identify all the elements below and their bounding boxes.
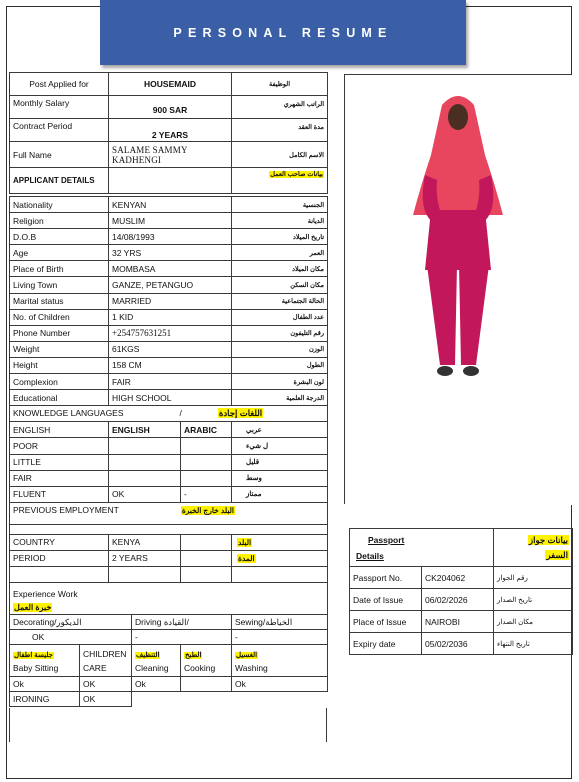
- languages-label-text: KNOWLEDGE LANGUAGES: [13, 408, 124, 419]
- detail-ar: رقم التليفون: [232, 325, 328, 341]
- detail-ar: تاريخ الميلاد: [232, 229, 328, 245]
- detail-ar: مكان السكن: [232, 277, 328, 293]
- passport-row: [350, 567, 573, 589]
- passport-title: [350, 529, 494, 567]
- cooking-value: [181, 677, 232, 692]
- country-ar-text: البلد: [238, 537, 252, 547]
- baby-ar: جليسة اطفال: [14, 651, 53, 659]
- passport-title-bottom: Details: [356, 550, 384, 561]
- language-arabic: [181, 438, 232, 454]
- detail-row: [10, 245, 328, 261]
- experience-label-text: Experience Work: [13, 589, 78, 600]
- skills-row-1: [10, 615, 328, 630]
- period-value: 2 YEARS: [109, 550, 181, 566]
- detail-label: D.O.B: [10, 229, 109, 245]
- decorating-label: Decorating/الديكور: [10, 615, 132, 630]
- detail-value: MARRIED: [109, 293, 232, 309]
- sewing-value: -: [232, 630, 328, 645]
- passport-header-row: [350, 529, 573, 567]
- detail-row: [10, 357, 328, 373]
- driving-ar: القيادة/: [163, 616, 189, 627]
- cleaning-label: [132, 645, 181, 677]
- detail-label: Age: [10, 245, 109, 261]
- passport-ar: مكان الصدار: [494, 611, 573, 633]
- children-label: [80, 645, 132, 677]
- country-blank: [181, 534, 232, 550]
- salary-label: Monthly Salary: [10, 96, 109, 119]
- language-english: ENGLISH: [109, 422, 181, 438]
- detail-value: +254757631251: [109, 325, 232, 341]
- washing-label: [232, 645, 328, 677]
- detail-ar: الجنسية: [232, 197, 328, 213]
- previous-employment-ar: البلد خارج الخبرة: [181, 505, 234, 515]
- salary-row: [10, 96, 328, 119]
- header-table: [9, 72, 328, 194]
- detail-value: 158 CM: [109, 357, 232, 373]
- languages-header-row: [10, 406, 328, 422]
- detail-label: No. of Children: [10, 309, 109, 325]
- employment-blank-cell: [181, 566, 232, 582]
- language-row: [10, 454, 328, 470]
- language-english: [109, 454, 181, 470]
- passport-label: Expiry date: [350, 633, 422, 655]
- washing-value: Ok: [232, 677, 328, 692]
- employment-gap-row: [10, 524, 328, 534]
- fullname-row: [10, 142, 328, 168]
- passport-title-ar-top: بيانات جواز: [529, 534, 568, 545]
- period-ar-text: المدة: [238, 553, 255, 563]
- passport-table: [349, 528, 573, 655]
- employment-blank-cell: [10, 566, 109, 582]
- detail-ar: الوزن: [232, 341, 328, 357]
- detail-row: [10, 341, 328, 357]
- passport-value: 06/02/2026: [422, 589, 494, 611]
- fullname-label: Full Name: [10, 142, 109, 168]
- applicant-details-ar: [232, 168, 328, 194]
- fullname-ar: الاسم الكامل: [232, 142, 328, 168]
- detail-row: [10, 261, 328, 277]
- language-level: LITTLE: [10, 454, 109, 470]
- detail-ar: الحالة الجتماعية: [232, 293, 328, 309]
- passport-ar: تاريخ الصدار: [494, 589, 573, 611]
- detail-value: MUSLIM: [109, 213, 232, 229]
- passport-title-ar: [494, 529, 573, 567]
- left-section-border-right: [326, 708, 327, 742]
- post-label: Post Applied for: [10, 73, 109, 96]
- passport-ar: رقم الجواز: [494, 567, 573, 589]
- detail-value: 1 KID: [109, 309, 232, 325]
- detail-ar: الديانة: [232, 213, 328, 229]
- languages-slash: /: [179, 408, 182, 419]
- detail-row: [10, 277, 328, 293]
- employment-blank-row: [10, 566, 328, 582]
- detail-row: [10, 390, 328, 406]
- skills-values-2: [10, 677, 328, 692]
- left-section-border-left: [9, 708, 10, 742]
- employment-blank-cell: [232, 566, 328, 582]
- detail-label: Marital status: [10, 293, 109, 309]
- cleaning-ar: التنظيف: [136, 651, 160, 659]
- contract-ar: مدة العقد: [232, 119, 328, 142]
- detail-value: KENYAN: [109, 197, 232, 213]
- language-ar: قليل: [232, 454, 328, 470]
- employment-blank-cell: [109, 566, 181, 582]
- country-ar: [232, 534, 328, 550]
- detail-row: [10, 213, 328, 229]
- language-arabic: -: [181, 486, 232, 502]
- applicant-photo: [344, 74, 571, 504]
- contract-label: Contract Period: [10, 119, 109, 142]
- language-arabic: [181, 470, 232, 486]
- language-level: ENGLISH: [10, 422, 109, 438]
- experience-header-row: [10, 583, 328, 615]
- passport-title-ar-bottom: السفر: [546, 549, 568, 560]
- detail-label: Weight: [10, 341, 109, 357]
- contract-value: 2 YEARS: [109, 119, 232, 142]
- language-ar: ل شيء: [232, 438, 328, 454]
- ironing-value: OK: [80, 692, 132, 707]
- skills-row-2: [10, 645, 328, 677]
- language-level: FAIR: [10, 470, 109, 486]
- post-value: HOUSEMAID: [109, 73, 232, 96]
- decorating-value: OK: [10, 630, 132, 645]
- cleaning-text: Cleaning: [135, 662, 169, 673]
- details-table: [9, 196, 328, 615]
- language-level: FLUENT: [10, 486, 109, 502]
- detail-label: Complexion: [10, 374, 109, 390]
- driving-text: Driving: [135, 616, 162, 627]
- language-english: [109, 438, 181, 454]
- detail-label: Nationality: [10, 197, 109, 213]
- washing-text: Washing: [235, 662, 268, 673]
- language-row: [10, 486, 328, 502]
- language-row: [10, 438, 328, 454]
- skills-values-1: [10, 630, 328, 645]
- period-ar: [232, 550, 328, 566]
- detail-row: [10, 374, 328, 390]
- detail-row: [10, 229, 328, 245]
- sewing-label: Sewing/الخياطة: [232, 615, 328, 630]
- passport-ar: تاريخ النتهاء: [494, 633, 573, 655]
- ironing-label: IRONING: [10, 692, 80, 707]
- detail-ar: الدرجة العلمية: [232, 390, 328, 406]
- baby-label: [10, 645, 80, 677]
- applicant-details-row: [10, 168, 328, 194]
- applicant-details-ar-text: بيانات صاحب العمل: [270, 171, 323, 178]
- detail-ar: لون البشرة: [232, 374, 328, 390]
- language-row: [10, 422, 328, 438]
- passport-value: CK204062: [422, 567, 494, 589]
- language-ar: عربي: [232, 422, 328, 438]
- country-label: COUNTRY: [10, 534, 109, 550]
- detail-label: Educational: [10, 390, 109, 406]
- applicant-details-blank: [109, 168, 232, 194]
- passport-value: NAIROBI: [422, 611, 494, 633]
- title-banner: [100, 0, 466, 65]
- detail-row: [10, 197, 328, 213]
- previous-employment-text: PREVIOUS EMPLOYMENT: [13, 504, 119, 515]
- detail-ar: عدد الطفال: [232, 309, 328, 325]
- detail-value: 32 YRS: [109, 245, 232, 261]
- language-english: OK: [109, 486, 181, 502]
- period-row: [10, 550, 328, 566]
- passport-row: [350, 633, 573, 655]
- ironing-blank: [132, 692, 328, 707]
- cooking-ar: الطبخ: [185, 651, 202, 659]
- contract-row: [10, 119, 328, 142]
- experience-ar: خبرة العمل: [14, 603, 52, 613]
- country-row: [10, 534, 328, 550]
- detail-label: Place of Birth: [10, 261, 109, 277]
- children-top: CHILDREN: [83, 648, 127, 659]
- language-level: POOR: [10, 438, 109, 454]
- children-bottom: CARE: [83, 662, 107, 673]
- detail-ar: مكان الميلاد: [232, 261, 328, 277]
- previous-employment-label: [10, 502, 328, 524]
- detail-value: FAIR: [109, 374, 232, 390]
- post-row: [10, 73, 328, 96]
- passport-label: Passport No.: [350, 567, 422, 589]
- period-label: PERIOD: [10, 550, 109, 566]
- passport-row: [350, 611, 573, 633]
- cleaning-value: Ok: [132, 677, 181, 692]
- page-title: PERSONAL RESUME: [173, 25, 393, 40]
- detail-value: MOMBASA: [109, 261, 232, 277]
- detail-label: Living Town: [10, 277, 109, 293]
- previous-employment-row: [10, 502, 328, 524]
- detail-row: [10, 309, 328, 325]
- driving-value: -: [132, 630, 232, 645]
- detail-value: 61KGS: [109, 341, 232, 357]
- detail-value: HIGH SCHOOL: [109, 390, 232, 406]
- detail-value: GANZE, PETANGUO: [109, 277, 232, 293]
- cooking-text: Cooking: [184, 662, 216, 673]
- salary-value: 900 SAR: [109, 96, 232, 119]
- language-ar: وسط: [232, 470, 328, 486]
- languages-label: [10, 406, 263, 422]
- cooking-label: [181, 645, 232, 677]
- passport-row: [350, 589, 573, 611]
- children-value: OK: [80, 677, 132, 692]
- baby-value: Ok: [10, 677, 80, 692]
- languages-ar: اللغات إجادة: [218, 408, 263, 419]
- employment-gap: [10, 524, 328, 534]
- language-arabic: ARABIC: [181, 422, 232, 438]
- detail-ar: الطول: [232, 357, 328, 373]
- country-value: KENYA: [109, 534, 181, 550]
- experience-table: [9, 614, 328, 707]
- baby-text: Baby Sitting: [13, 662, 59, 673]
- passport-label: Date of Issue: [350, 589, 422, 611]
- language-row: [10, 470, 328, 486]
- passport-value: 05/02/2036: [422, 633, 494, 655]
- post-ar: الوظيفة: [232, 73, 328, 96]
- driving-label: [132, 615, 232, 630]
- passport-label: Place of Issue: [350, 611, 422, 633]
- language-english: [109, 470, 181, 486]
- detail-row: [10, 325, 328, 341]
- ironing-row: [10, 692, 328, 707]
- detail-label: Phone Number: [10, 325, 109, 341]
- detail-row: [10, 293, 328, 309]
- person-photo-icon: [345, 75, 572, 505]
- washing-ar: الغسيل: [236, 651, 258, 659]
- language-ar: ممتاز: [232, 486, 328, 502]
- detail-label: Height: [10, 357, 109, 373]
- applicant-details-label: APPLICANT DETAILS: [10, 168, 109, 194]
- fullname-value: SALAME SAMMY KADHENGI: [109, 142, 232, 168]
- language-arabic: [181, 454, 232, 470]
- experience-label: [10, 583, 328, 615]
- detail-ar: العمر: [232, 245, 328, 261]
- period-blank: [181, 550, 232, 566]
- detail-label: Religion: [10, 213, 109, 229]
- passport-title-top: Passport: [368, 534, 405, 545]
- salary-ar: الراتب الشهري: [232, 96, 328, 119]
- detail-value: 14/08/1993: [109, 229, 232, 245]
